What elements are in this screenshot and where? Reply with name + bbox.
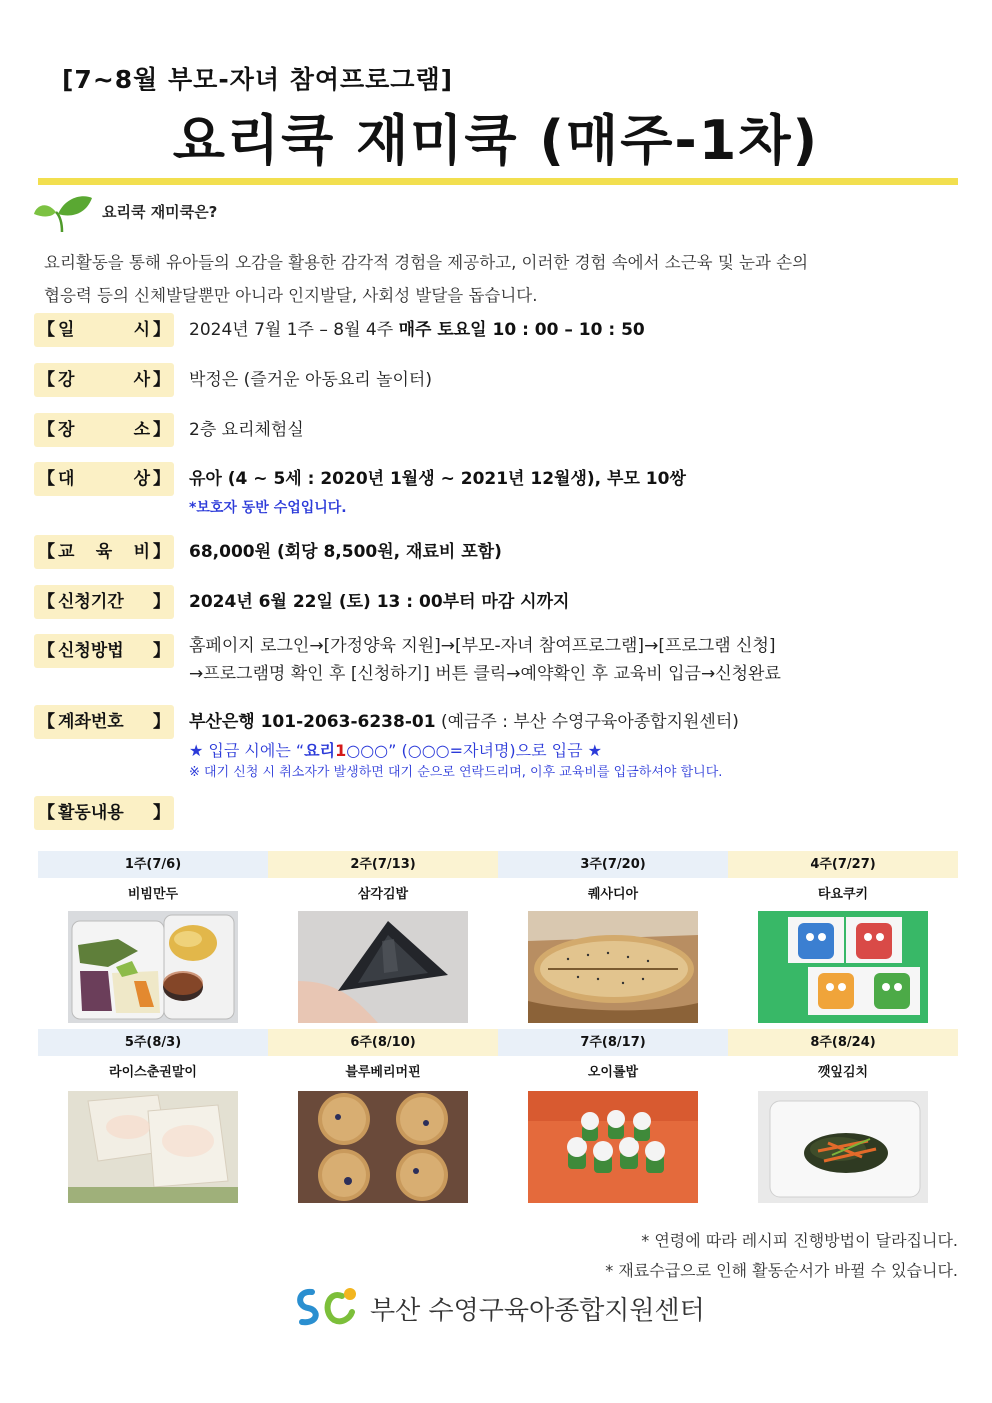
program-subtitle: [7~8월 부모-자녀 참여프로그램] [62, 65, 454, 94]
week-2-photo [298, 911, 468, 1023]
week-4-header: 4주(7/27) [728, 851, 958, 878]
week-6-header: 6주(8/10) [268, 1029, 498, 1056]
center-name: 부산 수영구육아종합지원센터 [370, 1296, 705, 1326]
week-8-header: 8주(8/24) [728, 1029, 958, 1056]
schedule-value: 2024년 7월 1주 – 8월 4주 매주 토요일 10 : 00 – 10 : 50 [189, 320, 645, 340]
target-note: *보호자 동반 수업입니다. [189, 500, 347, 516]
intro-line-1: 요리활동을 통해 유아들의 오감을 활용한 감각적 경험을 제공하고, 이러한 경험 속에서 소근육 및 눈과 손의 [44, 253, 809, 272]
period-label: 【 신청기간 】 [34, 585, 174, 619]
week-1-header: 1주(7/6) [38, 851, 268, 878]
week-1-photo [68, 911, 238, 1023]
page-title: 요리쿡 재미쿡 (매주-1차) [172, 109, 820, 172]
week-5-photo [68, 1091, 238, 1203]
account-label: 【 계좌번호 】 [34, 705, 174, 739]
center-logo-icon [292, 1282, 362, 1328]
week-1-dish: 비빔만두 [127, 887, 179, 902]
week-3-photo [528, 911, 698, 1023]
week-7-dish: 오이롤밥 [587, 1065, 639, 1080]
target-value: 유아 (4 ~ 5세 : 2020년 1월생 ~ 2021년 12월생), 부모 10쌍 [189, 469, 686, 489]
fee-value: 68,000원 (회당 8,500원, 재료비 포함) [189, 542, 502, 562]
activities-label: 【 활동내용 】 [34, 796, 174, 830]
intro-line-2: 협응력 등의 신체발달뿐만 아니라 인지발달, 사회성 발달을 돕습니다. [44, 286, 538, 305]
week-2-header: 2주(7/13) [268, 851, 498, 878]
week-7-header: 7주(8/17) [498, 1029, 728, 1056]
method-line-1: 홈페이지 로그인→[가정양육 지원]→[부모-자녀 참여프로그램]→[프로그램 신청] [189, 636, 776, 656]
week-4-dish: 타요쿠키 [817, 887, 869, 902]
footnote-1: * 연령에 따라 레시피 진행방법이 달라집니다. [641, 1231, 958, 1250]
waitlist-note: ※ 대기 신청 시 취소자가 발생하면 대기 순으로 연락드리며, 이후 교육비를 입금하셔야 합니다. [189, 765, 723, 780]
place-value: 2층 요리체험실 [189, 420, 304, 440]
schedule-label: 【 일 시 】 [34, 313, 174, 347]
week-6-photo [298, 1091, 468, 1203]
title-underline [38, 178, 958, 185]
week-7-photo [528, 1091, 698, 1203]
place-label: 【 장 소 】 [34, 413, 174, 447]
instructor-value: 박정은 (즐거운 아동요리 놀이터) [189, 370, 432, 390]
week-3-header: 3주(7/20) [498, 851, 728, 878]
footnote-2: * 재료수급으로 인해 활동순서가 바뀔 수 있습니다. [605, 1261, 958, 1280]
about-heading: 요리쿡 재미쿡은? [102, 203, 218, 221]
week-5-header: 5주(8/3) [38, 1029, 268, 1056]
method-label: 【 신청방법 】 [34, 634, 174, 668]
week-5-dish: 라이스춘권말이 [109, 1065, 197, 1080]
account-value: 부산은행 101-2063-6238-01 (예금주 : 부산 수영구육아종합지원센터) [189, 712, 739, 732]
deposit-instruction: ★ 입금 시에는 “요리1○○○” (○○○=자녀명)으로 입금 ★ [189, 741, 602, 760]
instructor-label: 【 강 사 】 [34, 363, 174, 397]
period-value: 2024년 6월 22일 (토) 13 : 00부터 마감 시까지 [189, 592, 570, 612]
week-6-dish: 블루베리머핀 [345, 1065, 421, 1080]
week-2-dish: 삼각김밥 [357, 887, 409, 902]
fee-label: 【 교 육 비 】 [34, 535, 174, 569]
intro-paragraph [44, 246, 944, 312]
target-label: 【 대 상 】 [34, 462, 174, 496]
week-8-photo [758, 1091, 928, 1203]
week-8-dish: 깻잎김치 [817, 1065, 869, 1080]
method-line-2: →프로그램명 확인 후 [신청하기] 버튼 클릭→예약확인 후 교육비 입금→신청완료 [189, 664, 781, 684]
sprout-icon [32, 192, 94, 234]
week-4-photo [758, 911, 928, 1023]
week-3-dish: 퀘사디아 [587, 887, 639, 902]
method-value [189, 632, 781, 688]
